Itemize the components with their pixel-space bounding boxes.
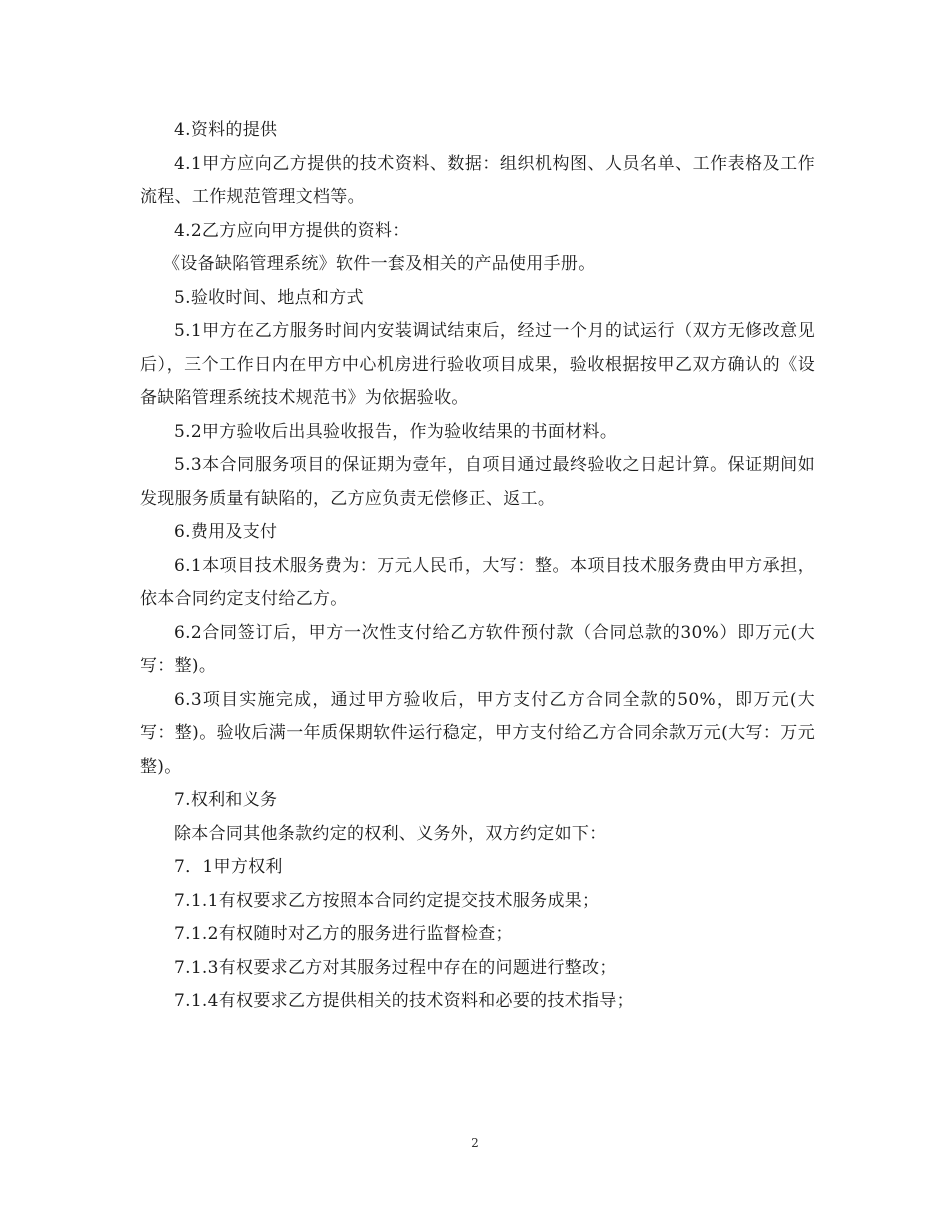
clause-7-1-2: 7.1.2有权随时对乙方的服务进行监督检查； — [174, 924, 513, 944]
page-number: 2 — [471, 1136, 479, 1150]
clause-4-2: 4.2乙方应向甲方提供的资料： — [174, 220, 410, 241]
document-body — [140, 114, 815, 1019]
clause-5-2: 5.2甲方验收后出具验收报告，作为验收结果的书面材料。 — [174, 421, 618, 442]
clause-5-1: 5.1甲方在乙方服务时间内安装调试结束后，经过一个月的试运行（双方无修改意见后），三个工作日内在甲方中心机房进行验收项目成果，验收根据按甲乙双方确认的《设备缺陷管理系统技术规范书》为依据验收。 — [140, 321, 815, 408]
section-7-intro: 除本合同其他条款约定的权利、义务外，双方约定如下： — [174, 823, 607, 844]
clause-6-3: 6.3项目实施完成，通过甲方验收后，甲方支付乙方合同全款的50%，即万元(大写：整)。验收后满一年质保期软件运行稳定，甲方支付给乙方合同余款万元(大写：万元整)。 — [140, 689, 815, 777]
clause-6-2: 6.2合同签订后，甲方一次性支付给乙方软件预付款（合同总款的30%）即万元(大写：整)。 — [140, 622, 815, 676]
clause-4-1: 4.1甲方应向乙方提供的技术资料、数据：组织机构图、人员名单、工作表格及工作流程、工作规范管理文档等。 — [140, 153, 815, 207]
section-heading-4: 4.资料的提供 — [174, 120, 278, 140]
clause-6-1: 6.1本项目技术服务费为：万元人民币，大写：整。本项目技术服务费由甲方承担，依本合同约定支付给乙方。 — [140, 555, 815, 609]
section-heading-5: 5.验收时间、地点和方式 — [174, 287, 364, 308]
clause-4-2-item: 《设备缺陷管理系统》软件一套及相关的产品使用手册。 — [163, 254, 596, 274]
section-heading-6: 6.费用及支付 — [174, 522, 278, 542]
section-heading-7: 7.权利和义务 — [174, 790, 278, 810]
clause-7-1-4: 7.1.4有权要求乙方提供相关的技术资料和必要的技术指导； — [174, 991, 634, 1011]
clause-7-1-heading: 7．1甲方权利 — [174, 857, 283, 877]
clause-7-1-3: 7.1.3有权要求乙方对其服务过程中存在的问题进行整改； — [174, 957, 617, 978]
clause-7-1-1: 7.1.1有权要求乙方按照本合同约定提交技术服务成果； — [174, 890, 600, 911]
clause-5-3: 5.3本合同服务项目的保证期为壹年，自项目通过最终验收之日起计算。保证期间如发现服务质量有缺陷的，乙方应负责无偿修正、返工。 — [140, 455, 815, 509]
